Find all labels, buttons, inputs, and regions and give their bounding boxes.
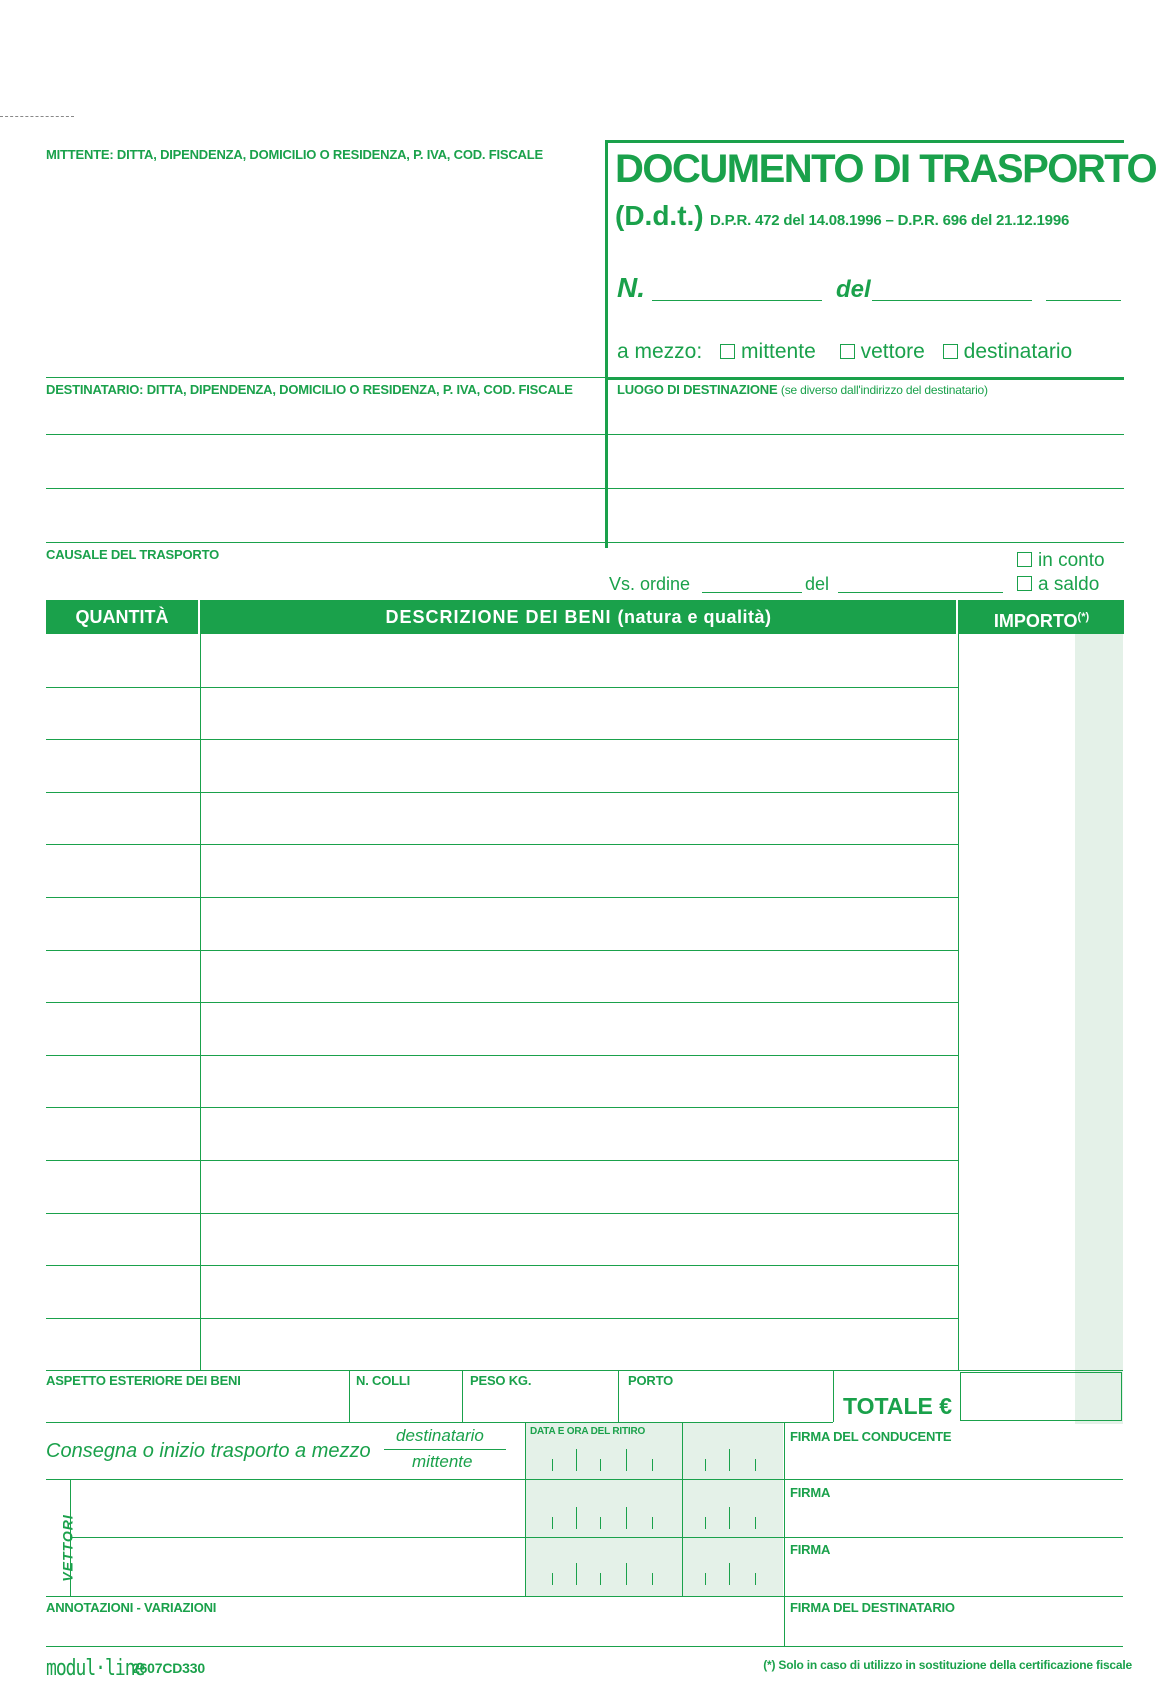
tick-mark: [755, 1517, 756, 1529]
sign-column-border: [784, 1423, 785, 1646]
tick-mark: [552, 1459, 553, 1471]
table-row[interactable]: [46, 844, 958, 845]
doc-abbrev: (D.d.t.): [615, 200, 704, 231]
table-row[interactable]: [46, 897, 958, 898]
checkbox-icon[interactable]: [943, 344, 958, 359]
section-divider: [607, 377, 1124, 380]
amount-shade: [1075, 634, 1123, 1424]
carriers-label: VETTORI: [59, 1514, 76, 1582]
number-label: N.: [617, 272, 645, 303]
tick-mark: [755, 1459, 756, 1471]
total-label: TOTALE €: [843, 1393, 953, 1419]
carriage-label: PORTO: [628, 1373, 673, 1388]
top-border: [607, 140, 1124, 143]
col-description-header: [201, 600, 956, 634]
transport-by-row: [617, 340, 1072, 364]
transport-by-label: a mezzo:: [617, 340, 703, 363]
delivery-option-sender[interactable]: mittente: [412, 1452, 473, 1471]
sender-label: MITTENTE: DITTA, DIPENDENZA, DOMICILIO O RESIDENZA, P. IVA, COD. FISCALE: [46, 147, 543, 162]
sign-label-1: FIRMA: [790, 1485, 831, 1500]
col-quantity-header: QUANTITÀ: [46, 600, 198, 634]
opt-balance[interactable]: [1017, 574, 1099, 596]
table-row[interactable]: [46, 1002, 958, 1003]
date-label: del: [836, 276, 871, 303]
table-row[interactable]: [46, 792, 958, 793]
carrier-line-2[interactable]: [70, 1537, 1123, 1538]
divider: [618, 1370, 619, 1422]
opt-sender[interactable]: [720, 340, 816, 363]
order-label: Vs. ordine: [609, 574, 691, 594]
opt-carrier[interactable]: [840, 340, 925, 363]
tick-mark: [576, 1449, 577, 1471]
tick-mark: [576, 1563, 577, 1585]
footnote: (*) Solo in caso di utilizzo in sostituzione della certificazione fiscale: [763, 1658, 1132, 1672]
col-amount-title: IMPORTO: [993, 611, 1078, 631]
delivery-option-recipient[interactable]: destinatario: [396, 1426, 484, 1445]
tick-mark: [652, 1573, 653, 1585]
opt-recipient-label: destinatario: [963, 340, 1073, 363]
col-amount-header: [959, 600, 1124, 634]
tick-mark: [705, 1573, 706, 1585]
top-divider: [605, 140, 608, 548]
recipient-sign-field[interactable]: [787, 1618, 1122, 1646]
weight-label: PESO KG.: [470, 1373, 532, 1388]
number-field[interactable]: [652, 300, 822, 301]
tick-mark: [652, 1459, 653, 1471]
tick-mark: [552, 1573, 553, 1585]
table-row[interactable]: [46, 1370, 1123, 1371]
table-row[interactable]: [46, 739, 958, 740]
col-line-amount: [958, 600, 959, 1370]
doc-title: DOCUMENTO DI TRASPORTO: [615, 147, 1157, 191]
tick-mark: [626, 1449, 627, 1471]
order-date-field[interactable]: [838, 592, 1003, 593]
tick-mark: [729, 1507, 730, 1529]
doc-law: D.P.R. 472 del 14.08.1996 – D.P.R. 696 del 21.12.1996: [710, 212, 1070, 229]
recipient-sign-label: FIRMA DEL DESTINATARIO: [790, 1600, 955, 1615]
total-field[interactable]: [960, 1372, 1122, 1421]
divider: [462, 1370, 463, 1422]
appearance-label: ASPETTO ESTERIORE DEI BENI: [46, 1373, 241, 1388]
table-row[interactable]: [46, 1265, 958, 1266]
driver-sign-label: FIRMA DEL CONDUCENTE: [790, 1429, 952, 1444]
pickup-left-border: [525, 1423, 526, 1596]
checkbox-icon[interactable]: [720, 344, 735, 359]
table-row[interactable]: [46, 1107, 958, 1108]
tick-mark: [729, 1563, 730, 1585]
tick-mark: [652, 1517, 653, 1529]
checkbox-icon[interactable]: [840, 344, 855, 359]
divider: [349, 1370, 350, 1422]
destination-line-3[interactable]: [607, 542, 1124, 543]
cut-line: [0, 116, 74, 117]
order-date-label: del: [805, 574, 830, 594]
pickup-shade: [526, 1423, 783, 1596]
checkbox-icon[interactable]: [1017, 576, 1032, 591]
tick-mark: [600, 1459, 601, 1471]
tick-mark: [626, 1507, 627, 1529]
opt-sender-label: mittente: [741, 340, 816, 363]
col-description-note: (natura e qualità): [617, 607, 772, 627]
pickup-mid-border: [682, 1423, 683, 1596]
section-divider-left: [46, 377, 606, 378]
tick-mark: [600, 1573, 601, 1585]
destination-note: (se diverso dall'indirizzo del destinatario): [780, 383, 988, 397]
destination-line-1[interactable]: [607, 434, 1124, 435]
tick-mark: [576, 1507, 577, 1529]
opt-carrier-label: vettore: [860, 340, 925, 363]
table-row[interactable]: [46, 1055, 958, 1056]
tick-mark: [552, 1517, 553, 1529]
table-row[interactable]: [46, 687, 958, 688]
divider: [833, 1370, 834, 1422]
tick-mark: [729, 1449, 730, 1471]
tick-mark: [626, 1563, 627, 1585]
col-description-title: DESCRIZIONE DEI BENI: [385, 607, 612, 627]
recipient-label: DESTINATARIO: DITTA, DIPENDENZA, DOMICILIO O RESIDENZA, P. IVA, COD. FISCALE: [46, 382, 573, 397]
checkbox-icon[interactable]: [1017, 552, 1032, 567]
opt-account[interactable]: [1017, 550, 1105, 572]
notes-field[interactable]: [46, 1618, 781, 1646]
bottom-line: [46, 1646, 1123, 1647]
tick-mark: [755, 1573, 756, 1585]
reason-label: CAUSALE DEL TRASPORTO: [46, 547, 220, 562]
tick-mark: [705, 1517, 706, 1529]
table-row[interactable]: [46, 1318, 958, 1319]
recipient-line-2[interactable]: [46, 488, 606, 489]
destination-line-2[interactable]: [607, 488, 1124, 489]
opt-recipient[interactable]: [943, 340, 1073, 363]
delivery-fraction-line: [384, 1449, 506, 1450]
recipient-line-3[interactable]: [46, 542, 606, 543]
sender-field[interactable]: [46, 168, 598, 373]
opt-balance-label: a saldo: [1038, 574, 1100, 595]
table-row[interactable]: [46, 1160, 958, 1161]
tick-mark: [705, 1459, 706, 1471]
product-code: 2607CD330: [132, 1660, 205, 1676]
col-amount-mark: (*): [1077, 611, 1090, 623]
table-row[interactable]: [46, 1213, 958, 1214]
tick-mark: [600, 1517, 601, 1529]
packages-label: N. COLLI: [356, 1373, 411, 1388]
carrier-line-3[interactable]: [46, 1596, 1123, 1597]
table-row[interactable]: [46, 950, 958, 951]
extra-field[interactable]: [1046, 300, 1121, 301]
delivery-label: Consegna o inizio trasporto a mezzo: [46, 1440, 371, 1462]
carrier-line-1[interactable]: [46, 1479, 1123, 1480]
opt-account-label: in conto: [1038, 550, 1105, 571]
notes-label: ANNOTAZIONI - VARIAZIONI: [46, 1600, 217, 1615]
recipient-line-1[interactable]: [46, 434, 606, 435]
sign-label-2: FIRMA: [790, 1542, 831, 1557]
date-field[interactable]: [872, 300, 1032, 301]
destination-label-text: LUOGO DI DESTINAZIONE: [617, 382, 778, 397]
brand-logo: modul·line: [46, 1655, 145, 1682]
col-line-quantity: [200, 600, 201, 1370]
order-field[interactable]: [702, 592, 802, 593]
destination-label: [617, 382, 988, 397]
pickup-label: DATA E ORA DEL RITIRO: [530, 1426, 646, 1437]
